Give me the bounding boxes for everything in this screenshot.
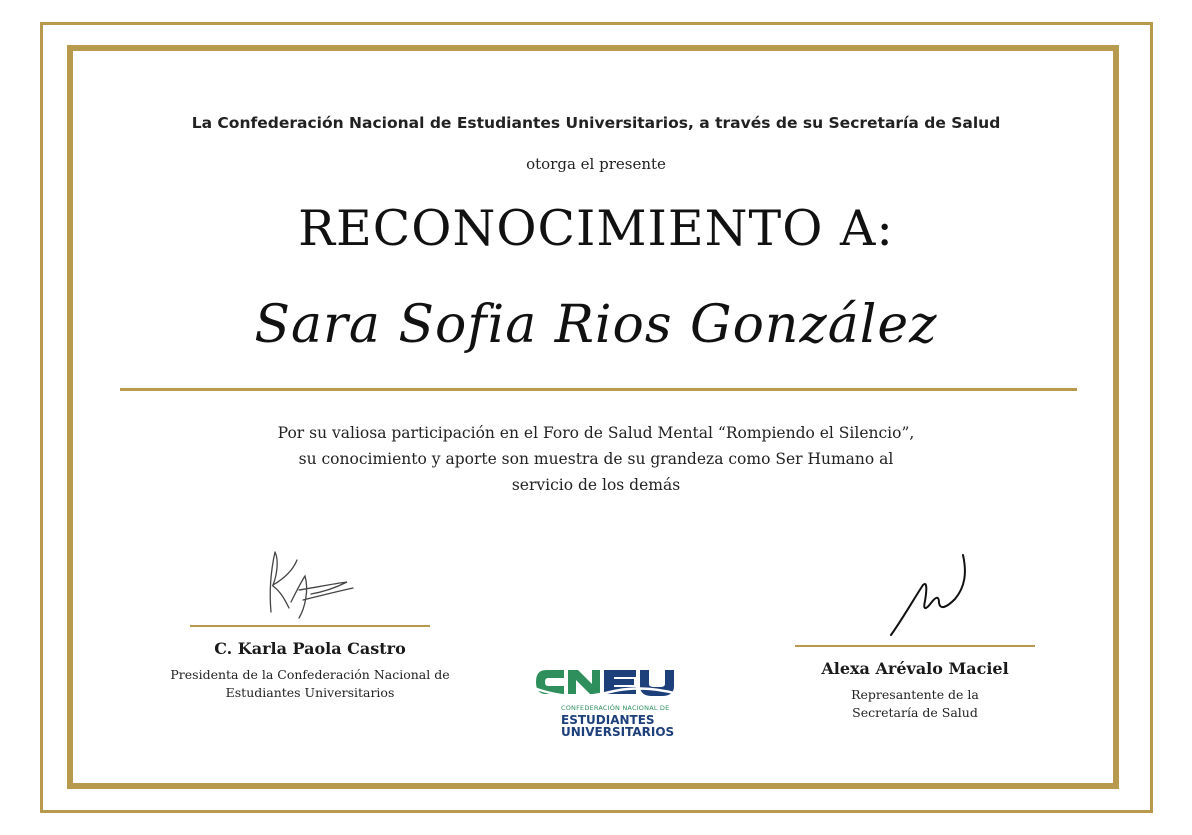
grants-text: otorga el presente — [526, 155, 666, 173]
signature-left-image — [235, 530, 385, 625]
signatory-name-left: C. Karla Paola Castro — [214, 639, 406, 658]
cneu-logo-mark — [532, 662, 682, 704]
signature-block-right — [775, 545, 1055, 722]
logo-text-estudiantes: ESTUDIANTES — [561, 713, 655, 727]
recognition-text: Por su valiosa participación en el Foro de Salud Mental “Rompiendo el Silencio”, su conocimiento y aporte son muestra de su grandeza como Ser Humano al servicio de los demás — [277, 424, 915, 494]
signature-right-image — [845, 545, 985, 645]
signatory-role-right-line1: Represantente de la — [851, 687, 979, 702]
signature-line-left — [190, 625, 430, 627]
signatory-role-left — [150, 666, 470, 702]
signatory-name-right: Alexa Arévalo Maciel — [821, 659, 1009, 678]
issuing-organization: La Confederación Nacional de Estudiantes Universitarios, a través de su Secretaría de Salud — [191, 114, 1001, 132]
logo-text-universitarios: UNIVERSITARIOS — [561, 725, 675, 739]
signatory-role-left-line1: Presidenta de la Confederación Nacional de — [170, 667, 450, 682]
signature-line-right — [795, 645, 1035, 647]
logo-text-small: CONFEDERACIÓN NACIONAL DE — [561, 704, 670, 712]
certificate-title: RECONOCIMIENTO A: — [298, 200, 894, 257]
recipient-underline — [120, 388, 1077, 391]
signature-block-left — [150, 530, 470, 702]
signatory-role-right-line2: Secretaría de Salud — [852, 705, 978, 720]
cneu-logo — [532, 662, 702, 742]
signatory-role-right — [775, 686, 1055, 722]
signatory-role-left-line2: Estudiantes Universitarios — [225, 685, 395, 700]
recipient-name: Sara Sofia Rios González — [254, 295, 938, 355]
